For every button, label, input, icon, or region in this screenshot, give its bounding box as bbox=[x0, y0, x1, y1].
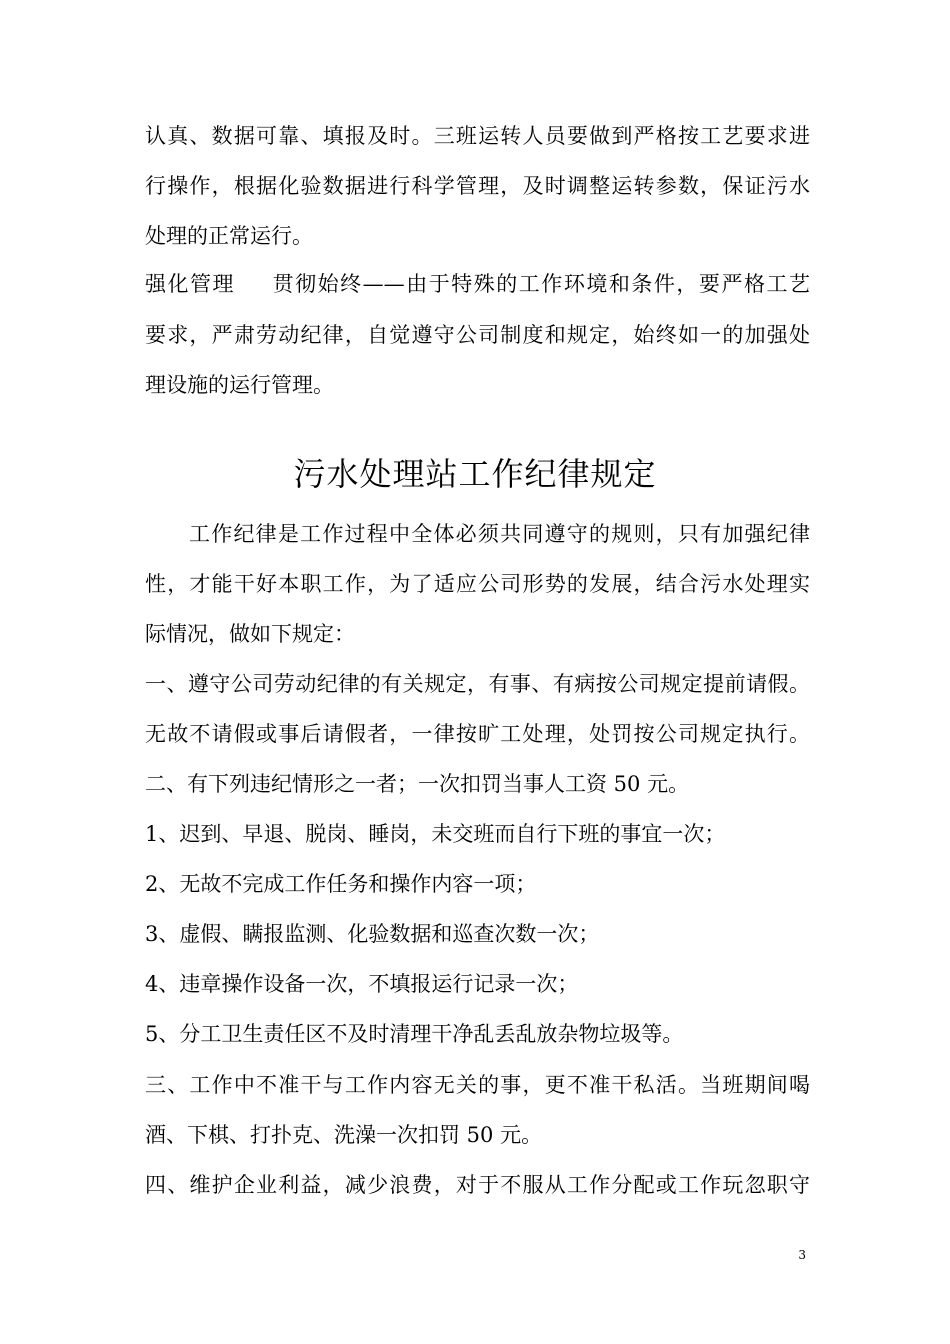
management-heading-right: 贯彻始终——由于特殊的工作环境和条件，要严格工艺 bbox=[271, 272, 810, 296]
body-line-10: 4、违章操作设备一次，不填报运行记录一次； bbox=[145, 972, 579, 996]
body-line-4: 一、遵守公司劳动纪律的有关规定，有事、有病按公司规定提前请假。 bbox=[145, 672, 810, 696]
document-title: 污水处理站工作纪律规定 bbox=[293, 455, 657, 493]
intro-line-2: 行操作，根据化验数据进行科学管理，及时调整运转参数，保证污水 bbox=[145, 174, 810, 198]
intro-line-1: 认真、数据可靠、填报及时。三班运转人员要做到严格按工艺要求进 bbox=[145, 124, 810, 148]
body-line-13: 酒、下棋、打扑克、洗澡一次扣罚 50 元。 bbox=[145, 1123, 543, 1147]
page-number: 3 bbox=[798, 1248, 806, 1262]
management-heading-line bbox=[145, 272, 810, 296]
management-line-2: 理设施的运行管理。 bbox=[145, 373, 334, 397]
intro-line-3: 处理的正常运行。 bbox=[145, 224, 313, 248]
body-line-12: 三、工作中不准干与工作内容无关的事，更不准干私活。当班期间喝 bbox=[145, 1073, 810, 1097]
body-line-5: 无故不请假或事后请假者，一律按旷工处理，处罚按公司规定执行。 bbox=[145, 722, 810, 746]
body-line-3: 际情况，做如下规定： bbox=[145, 622, 355, 646]
body-line-11: 5、分工卫生责任区不及时清理干净乱丢乱放杂物垃圾等。 bbox=[145, 1022, 684, 1046]
management-line-1: 要求，严肃劳动纪律，自觉遵守公司制度和规定，始终如一的加强处 bbox=[145, 323, 810, 347]
management-heading-left: 强化管理 bbox=[145, 272, 236, 296]
body-line-1: 工作纪律是工作过程中全体必须共同遵守的规则，只有加强纪律 bbox=[189, 522, 810, 546]
body-line-2: 性，才能干好本职工作，为了适应公司形势的发展，结合污水处理实 bbox=[145, 572, 810, 596]
body-line-9: 3、虚假、瞒报监测、化验数据和巡查次数一次； bbox=[145, 922, 600, 946]
body-line-8: 2、无故不完成工作任务和操作内容一项； bbox=[145, 872, 537, 896]
body-line-7: 1、迟到、早退、脱岗、睡岗，未交班而自行下班的事宜一次； bbox=[145, 822, 726, 846]
body-line-6: 二、有下列违纪情形之一者；一次扣罚当事人工资 50 元。 bbox=[145, 772, 690, 796]
body-line-14: 四、维护企业利益，减少浪费，对于不服从工作分配或工作玩忽职守 bbox=[145, 1173, 810, 1197]
